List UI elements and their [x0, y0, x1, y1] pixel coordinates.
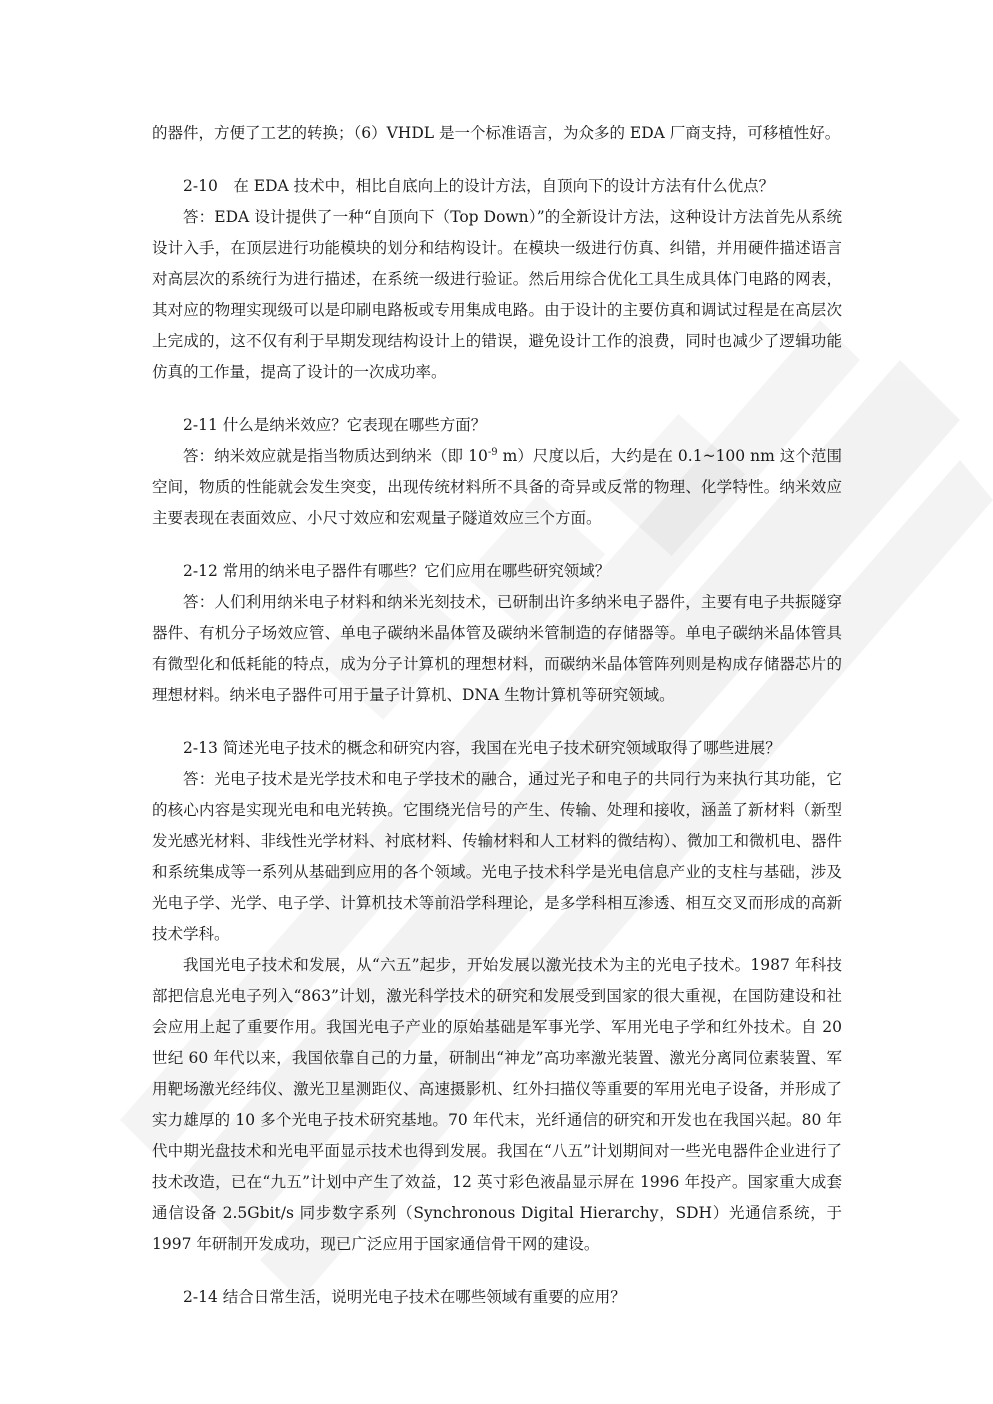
answer-paragraph	[152, 441, 842, 534]
exponent: -9	[487, 446, 498, 458]
question-heading: 2-13 简述光电子技术的概念和研究内容，我国在光电子技术研究领域取得了哪些进展？	[183, 739, 781, 757]
question-2-10	[152, 171, 842, 388]
question-heading: 2-12 常用的纳米电子器件有哪些？它们应用在哪些研究领域？	[183, 562, 611, 580]
question-2-13	[152, 733, 842, 1260]
answer-paragraph: 答：人们利用纳米电子材料和纳米光刻技术，已研制出许多纳米电子器件，主要有电子共振隧穿器件、有机分子场效应管、单电子碳纳米晶体管及碳纳米管制造的存储器等。单电子碳纳米晶体管具有微型化和低耗能的特点，成为分子计算机的理想材料，而碳纳米晶体管阵列则是构成存储器芯片的理想材料。纳米电子器件可用于量子计算机、DNA 生物计算机等研究领域。	[152, 593, 842, 704]
answer-paragraph: 答：EDA 设计提供了一种“自顶向下（Top Down）”的全新设计方法，这种设计方法首先从系统设计入手，在顶层进行功能模块的划分和结构设计。在模块一级进行仿真、纠错，并用硬件描述语言对高层次的系统行为进行描述，在系统一级进行验证。然后用综合优化工具生成具体门电路的网表，其对应的物理实现级可以是印刷电路板或专用集成电路。由于设计的主要仿真和调试过程是在高层次上完成的，这不仅有利于早期发现结构设计上的错误，避免设计工作的浪费，同时也减少了逻辑功能仿真的工作量，提高了设计的一次成功率。	[152, 208, 842, 381]
carryover-paragraph: 的器件，方便了工艺的转换；（6）VHDL 是一个标准语言，为众多的 EDA 厂商支持，可移植性好。	[152, 124, 841, 142]
answer-paragraph: 我国光电子技术和发展，从“六五”起步，开始发展以激光技术为主的光电子技术。1987 年科技部把信息光电子列入“863”计划，激光科学技术的研究和发展受到国家的很大重视，在国防建设和社会应用上起了重要作用。我国光电子产业的原始基础是军事光学、军用光电子学和红外技术。自 20 世纪 60 年代以来，我国依靠自己的力量，研制出“神龙”高功率激光装置、激光分离同位素装置、军用靶场激光经纬仪、激光卫星测距仪、高速摄影机、红外扫描仪等重要的军用光电子设备，并形成了实力雄厚的 10 多个光电子技术研究基地。70 年代末，光纤通信的研究和开发也在我国兴起。80 年代中期光盘技术和光电平面显示技术也得到发展。我国在“八五”计划期间对一些光电器件企业进行了技术改造，已在“九五”计划中产生了效益，12 英寸彩色液晶显示屏在 1996 年投产。国家重大成套通信设备 2.5Gbit/s 同步数字系列（Synchronous Digital Hierarchy，SDH）光通信系统，于 1997 年研制开发成功，现已广泛应用于国家通信骨干网的建设。	[152, 956, 842, 1253]
question-heading: 2-14 结合日常生活，说明光电子技术在哪些领域有重要的应用？	[183, 1288, 626, 1306]
answer-suffix: m）尺度以后，大约是在 0.1~100 nm 这个范围空间，物质的性能就会发生突变，出现传统材料所不具备的奇异或反常的物理、化学特性。纳米效应主要表现在表面效应、小尺寸效应和宏观量子隧道效应三个方面。	[152, 447, 842, 527]
question-2-11	[152, 410, 842, 534]
answer-paragraph: 答：光电子技术是光学技术和电子学技术的融合，通过光子和电子的共同行为来执行其功能，它的核心内容是实现光电和电光转换。它围绕光信号的产生、传输、处理和接收，涵盖了新材料（新型发光感光材料、非线性光学材料、衬底材料、传输材料和人工材料的微结构）、微加工和微机电、器件和系统集成等一系列从基础到应用的各个领域。光电子技术科学是光电信息产业的支柱与基础，涉及光电子学、光学、电子学、计算机技术等前沿学科理论，是多学科相互渗透、相互交叉而形成的高新技术学科。	[152, 770, 842, 943]
question-heading: 2-10 在 EDA 技术中，相比自底向上的设计方法，自顶向下的设计方法有什么优点？	[183, 177, 775, 195]
question-heading: 2-11 什么是纳米效应？它表现在哪些方面？	[183, 416, 487, 434]
answer-prefix: 答：纳米效应就是指当物质达到纳米（即 10	[183, 447, 488, 465]
question-2-12	[152, 556, 842, 711]
carryover-section	[152, 118, 842, 149]
question-2-14	[152, 1282, 842, 1313]
document-page	[152, 118, 842, 1313]
